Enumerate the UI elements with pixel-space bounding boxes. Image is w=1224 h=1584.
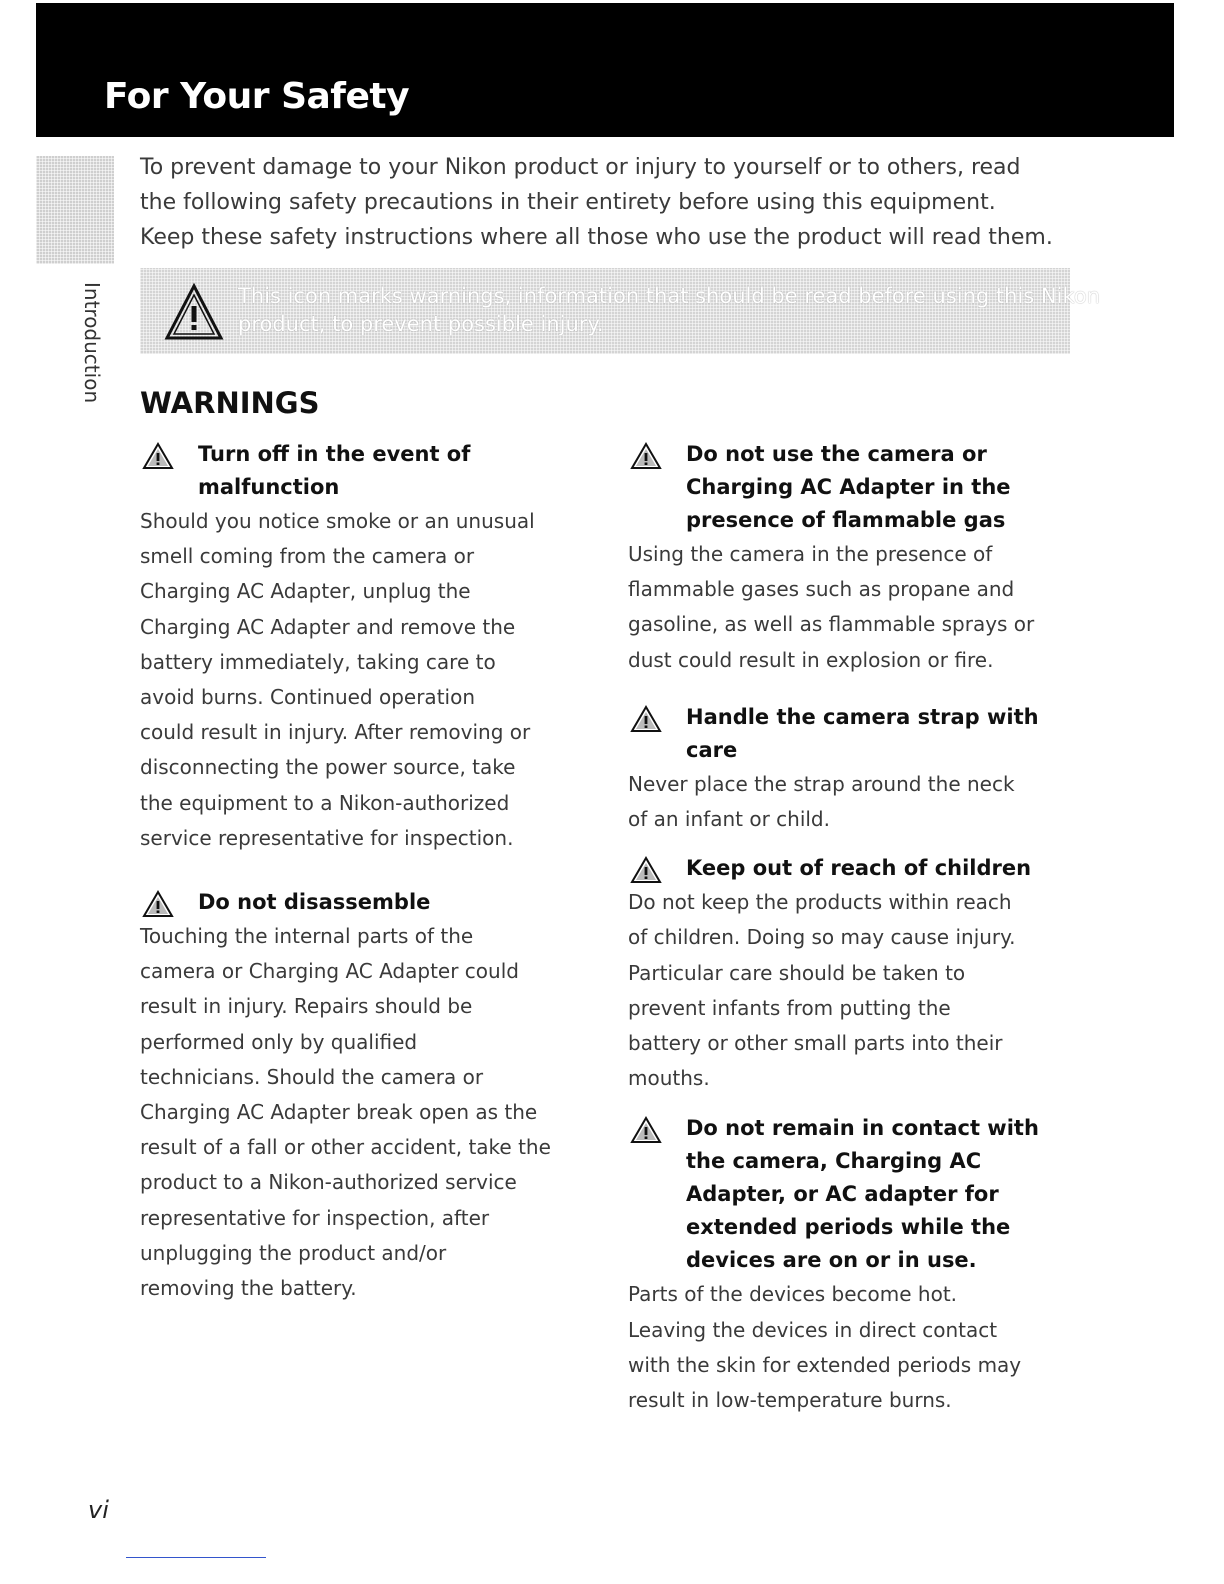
right-column [628,438,1078,1418]
footer-rule [126,1557,266,1558]
warning-triangle-icon [630,856,662,884]
heading-line: Adapter, or AC adapter for [686,1182,999,1207]
intro-line: To prevent damage to your Nikon product or injury to yourself or to others, read [140,155,1021,180]
heading-line: the camera, Charging AC [686,1149,982,1174]
body-line: could result in injury. After removing or [140,720,531,745]
notice-line: This icon marks warnings, information that should be read before using this Nikon [238,284,1101,308]
intro-line: the following safety precautions in their entirety before using this equipment. [140,190,996,215]
body-line: Leaving the devices in direct contact [628,1317,998,1342]
body-line: result in low-temperature burns. [628,1388,952,1413]
heading-line: Turn off in the event of [198,442,471,466]
warning-triangle-icon [164,282,224,342]
warnings-heading: WARNINGS [140,386,320,420]
section-body [140,919,590,1306]
warning-triangle-icon [630,442,662,470]
body-line: Charging AC Adapter and remove the [140,614,516,639]
page-title: For Your Safety [104,76,410,117]
left-column [140,438,590,1306]
heading-line: Keep out of reach of children [686,856,1032,881]
warning-triangle-icon [630,1116,662,1144]
heading-line: malfunction [198,475,340,499]
body-line: result of a fall or other accident, take the [140,1135,551,1160]
body-line: the equipment to a Nikon-authorized [140,790,510,815]
notice-text [238,282,1101,338]
body-line: service representative for inspection. [140,825,514,850]
warning-triangle-icon [142,442,174,470]
section-heading [140,438,590,504]
warning-triangle-icon [142,890,174,918]
section-heading [628,438,1078,537]
warning-section-camera-strap [628,701,1078,837]
body-line: Touching the internal parts of the [140,924,474,949]
body-line: camera or Charging AC Adapter could [140,959,519,984]
heading-line: presence of flammable gas [686,508,1006,532]
body-line: Particular care should be taken to [628,960,966,985]
heading-line: Handle the camera strap with [686,704,1039,729]
body-line: Should you notice smoke or an unusual [140,509,535,533]
heading-line: care [686,737,738,762]
body-line: battery immediately, taking care to [140,649,496,674]
body-line: representative for inspection, after [140,1205,490,1230]
chapter-label: Introduction [80,282,104,404]
body-line: dust could result in explosion or fire. [628,647,994,672]
body-line: removing the battery. [140,1276,357,1301]
section-heading [628,701,1078,767]
heading-line: devices are on or in use. [686,1248,977,1273]
section-body [628,885,1078,1096]
body-line: mouths. [628,1066,710,1091]
body-line: prevent infants from putting the [628,995,951,1020]
section-heading [140,886,590,919]
warning-section-flammable-gas [628,438,1078,678]
body-line: performed only by qualified [140,1029,418,1054]
section-body [628,1277,1078,1418]
chapter-tab [36,156,114,264]
heading-line: extended periods while the [686,1215,1011,1240]
heading-line: Charging AC Adapter in the [686,475,1011,499]
warning-section-disassemble [140,886,590,1306]
body-line: Charging AC Adapter, unplug the [140,579,471,604]
body-line: gasoline, as well as flammable sprays or [628,612,1035,637]
body-line: avoid burns. Continued operation [140,685,475,710]
warning-section-malfunction [140,438,590,856]
warning-triangle-icon [630,705,662,733]
body-line: Parts of the devices become hot. [628,1282,958,1307]
body-line: of children. Doing so may cause injury. [628,925,1016,950]
section-heading [628,852,1078,885]
body-line: Do not keep the products within reach [628,890,1012,915]
body-line: product to a Nikon-authorized service [140,1170,517,1195]
intro-line: Keep these safety instructions where all those who use the product will read them. [140,225,1053,250]
section-heading [628,1112,1078,1277]
body-line: disconnecting the power source, take [140,755,516,780]
warning-section-extended-contact [628,1112,1078,1418]
body-line: of an infant or child. [628,807,830,832]
body-line: battery or other small parts into their [628,1031,1003,1056]
notice-line: product, to prevent possible injury. [238,312,604,336]
body-line: Using the camera in the presence of [628,542,993,566]
page-number: vi [88,1496,109,1524]
body-line: flammable gases such as propane and [628,577,1015,602]
body-line: smell coming from the camera or [140,544,475,569]
heading-line: Do not remain in contact with [686,1116,1039,1141]
body-line: technicians. Should the camera or [140,1064,484,1089]
body-line: with the skin for extended periods may [628,1352,1022,1377]
body-line: result in injury. Repairs should be [140,994,473,1019]
section-body [628,537,1078,678]
body-line: unplugging the product and/or [140,1240,447,1265]
body-line: Never place the strap around the neck [628,771,1015,796]
body-line: Charging AC Adapter break open as the [140,1100,538,1125]
section-body [628,767,1078,837]
section-body [140,504,590,856]
heading-line: Do not disassemble [198,890,431,915]
notice-box [140,268,1101,354]
heading-line: Do not use the camera or [686,442,987,466]
intro-paragraph [140,150,1070,255]
warning-section-children [628,852,1078,1096]
